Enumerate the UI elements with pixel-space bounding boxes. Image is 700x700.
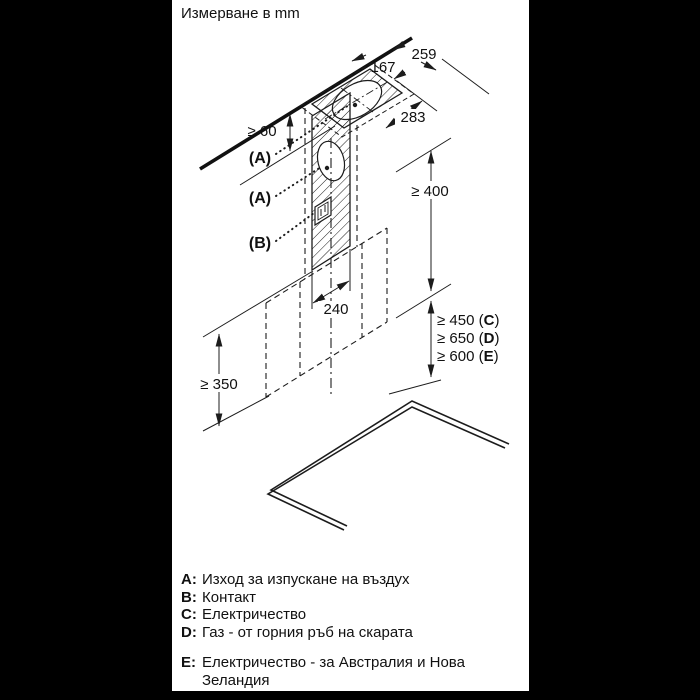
callout-a2: (A)	[248, 190, 272, 207]
legend-key-d: D:	[181, 623, 197, 641]
callout-a1: (A)	[248, 150, 272, 167]
clearance-e-label: ≥ 600 (E)	[437, 348, 499, 365]
wall-outlet-center-dot	[325, 166, 329, 170]
legend-item-c	[181, 606, 465, 624]
legend-item-d	[181, 624, 465, 642]
clearance-d-label: ≥ 650 (D)	[437, 330, 500, 347]
clearance-c-label: ≥ 450 (C)	[437, 312, 500, 329]
dimension-350	[193, 271, 313, 431]
legend-key-e: E:	[181, 654, 196, 671]
svg-text:≥ 350: ≥ 350	[200, 376, 238, 393]
svg-text:259: 259	[411, 46, 437, 63]
svg-text:283: 283	[400, 109, 426, 126]
legend-item-e	[181, 654, 465, 689]
dimension-400	[396, 138, 458, 318]
dimension-283	[386, 101, 432, 128]
legend-key-b: B:	[181, 588, 197, 606]
legend-key-a: A:	[181, 571, 197, 588]
cooktop-edge	[268, 401, 509, 530]
svg-text:240: 240	[323, 301, 349, 318]
svg-text:≥ 60: ≥ 60	[247, 123, 277, 140]
legend-item-b	[181, 589, 465, 607]
diagram-panel	[172, 0, 529, 691]
legend-text-b: Контакт	[202, 588, 257, 606]
legend-text-c: Електричество	[202, 606, 307, 623]
legend-key-c: C:	[181, 606, 197, 623]
dimension-cde	[389, 301, 499, 394]
legend-text-e: Електричество - за Австралия и Нова Зеландия	[202, 654, 465, 689]
svg-text:≥ 400: ≥ 400	[411, 183, 449, 200]
legend	[181, 571, 465, 689]
outlet-center-dot	[353, 103, 357, 107]
callout-b: (B)	[248, 235, 272, 252]
legend-item-a	[181, 571, 465, 589]
diagram-title: Измерване в mm	[181, 5, 300, 22]
svg-text:167: 167	[370, 59, 396, 76]
legend-text-a: Изход за изпускане на въздух	[202, 571, 410, 588]
legend-text-d: Газ - от горния ръб на скарата	[202, 623, 413, 641]
